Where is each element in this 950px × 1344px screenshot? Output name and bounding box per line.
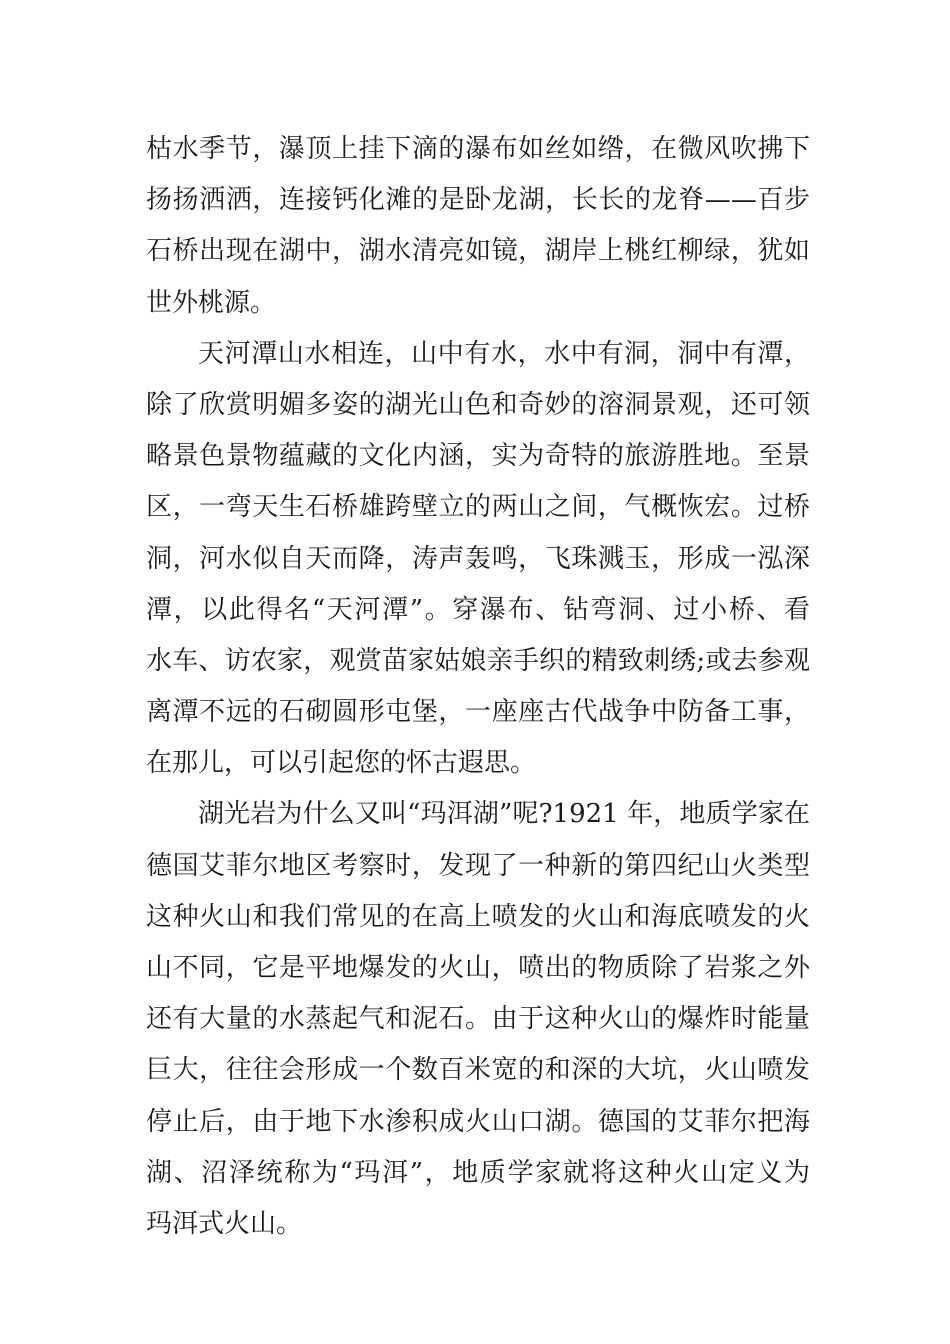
text-line: 山不同，它是平地爆发的火山，喷出的物质除了岩浆之外 — [146, 953, 810, 983]
text-line: 石桥出现在湖中，湖水清亮如镜，湖岸上桃红柳绿，犹如 — [146, 236, 810, 267]
text-line: 这种火山和我们常见的在高上喷发的火山和海底喷发的火 — [146, 901, 810, 932]
text-line: 玛洱式火山。 — [146, 1208, 303, 1239]
text-line: 枯水季节，瀑顶上挂下滴的瀑布如丝如绺，在微风吹拂下 — [146, 134, 810, 164]
text-line: 区，一弯天生石桥雄跨壁立的两山之间，气概恢宏。过桥 — [146, 492, 810, 523]
text-line: 湖光岩为什么又叫“玛洱湖”呢?1921 年，地质学家在 — [198, 799, 810, 830]
text-line: 离潭不远的石砌圆形屯堡，一座座古代战争中防备工事， — [146, 697, 810, 728]
text-line: 扬扬洒洒，连接钙化滩的是卧龙湖，长长的龙脊——百步 — [146, 185, 810, 216]
text-line: 除了欣赏明媚多姿的湖光山色和奇妙的溶洞景观，还可领 — [146, 389, 810, 420]
document-body — [146, 124, 810, 1250]
text-line: 在那儿，可以引起您的怀古遐思。 — [146, 748, 537, 779]
paragraph — [146, 329, 810, 790]
text-line: 水车、访农家，观赏苗家姑娘亲手织的精致刺绣;或去参观 — [146, 645, 810, 676]
paragraph — [146, 124, 810, 329]
text-line: 还有大量的水蒸起气和泥石。由于这种火山的爆炸时能量 — [146, 1004, 810, 1035]
text-line: 世外桃源。 — [146, 287, 277, 318]
text-line: 湖、沼泽统称为“玛洱”，地质学家就将这种火山定义为 — [146, 1157, 810, 1188]
text-line: 德国艾菲尔地区考察时，发现了一种新的第四纪山火类型 — [146, 850, 810, 881]
text-line: 洞，河水似自天而降，涛声轰鸣，飞珠溅玉，形成一泓深 — [146, 543, 810, 574]
text-line: 潭，以此得名“天河潭”。穿瀑布、钻弯洞、过小桥、看 — [146, 594, 810, 625]
paragraph — [146, 789, 810, 1250]
text-line: 停止后，由于地下水渗积成火山口湖。德国的艾菲尔把海 — [146, 1106, 810, 1137]
text-line: 天河潭山水相连，山中有水，水中有洞，洞中有潭， — [198, 338, 810, 369]
text-line: 略景色景物蕴藏的文化内涵，实为奇特的旅游胜地。至景 — [146, 441, 810, 472]
text-line: 巨大，往往会形成一个数百米宽的和深的大坑，火山喷发 — [146, 1055, 810, 1086]
